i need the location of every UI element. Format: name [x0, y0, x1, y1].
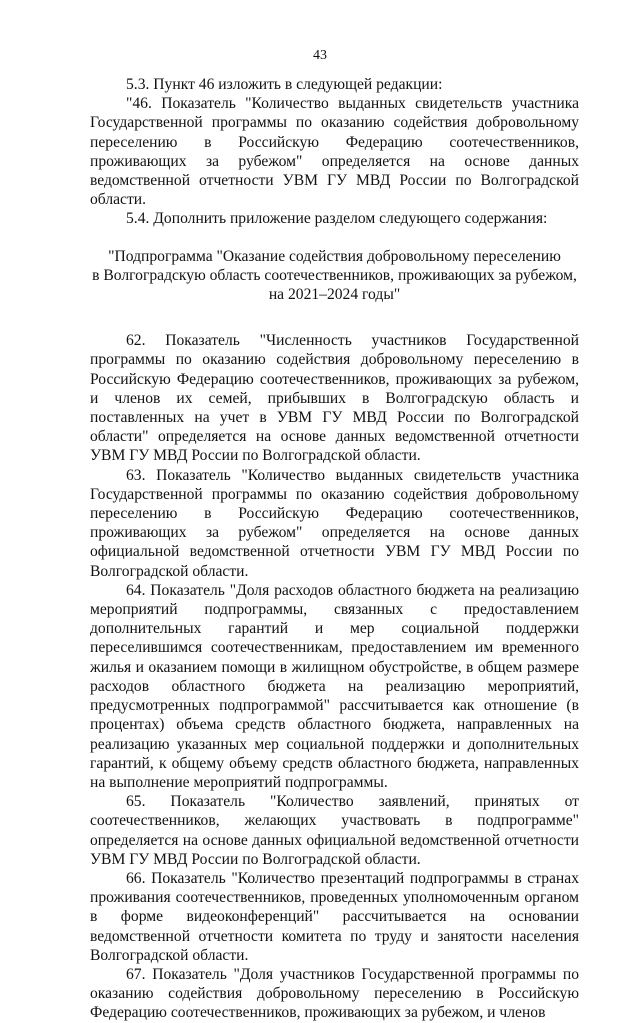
paragraph-66: 66. Показатель "Количество презентаций подпрограммы в странах проживания соотечественников, проведенных уполномоченным органом в форме видеоконференций" рассчитывается на основании ведомственной отчетности комитета по труду и занятости населения Волгоградской области.	[90, 869, 579, 964]
section-heading	[90, 247, 579, 305]
paragraph-63: 63. Показатель "Количество выданных свидетельств участника Государственной программы по оказанию содействия добровольному переселению в Российскую Федерацию соотечественников, проживающих за рубежом" определяется на основе данных официальной ведомственной отчетности УВМ ГУ МВД России по Волгоградской области.	[90, 466, 579, 580]
paragraph-46: "46. Показатель "Количество выданных свидетельств участника Государственной программы по оказанию содействия добровольному переселению в Российскую Федерацию соотечественников, проживающих за рубежом" определяется на основе данных ведомственной отчетности УВМ ГУ МВД России по Волгоградской области.	[90, 95, 579, 209]
paragraph-65: 65. Показатель "Количество заявлений, принятых от соотечественников, желающих участвовать в подпрограмме" определяется на основе данных официальной ведомственной отчетности УВМ ГУ МВД России по Волгоградской области.	[90, 793, 579, 868]
heading-line: на 2021–2024 годы"	[268, 286, 401, 304]
paragraph-67: 67. Показатель "Доля участников Государственной программы по оказанию содействия добровольному переселению в Российскую Федерацию соотечественников, проживающих за рубежом, и членов	[90, 965, 579, 1022]
paragraph-64: 64. Показатель "Доля расходов областного бюджета на реализацию мероприятий подпрограммы, связанных с предоставлением дополнительных гарантий и мер социальной поддержки переселившимся соотечественникам, предоставлением им временного жилья и оказанием помощи в жилищном обустройстве, в общем размере расходов областного бюджета на реализацию мероприятий, предусмотренных подпрограммой" рассчитывается как отношение (в процентах) объема средств областного бюджета, направленных на реализацию указанных мер социальной поддержки и дополнительных гарантий, к общему объему средств областного бюджета, направленных на выполнение мероприятий подпрограммы.	[90, 581, 579, 791]
heading-line: в Волгоградскую область соотечественников, проживающих за рубежом,	[92, 266, 577, 284]
page-number: 43	[313, 48, 327, 63]
paragraph-5-3: 5.3. Пункт 46 изложить в следующей редакции:	[126, 76, 443, 93]
heading-line: "Подпрограмма "Оказание содействия добровольному переселению	[108, 247, 561, 265]
document-body	[90, 75, 579, 1023]
paragraph-5-4: 5.4. Дополнить приложение разделом следующего содержания:	[126, 210, 548, 228]
paragraph-62: 62. Показатель "Численность участников Государственной программы по оказанию содействия добровольному переселению в Российскую Федерацию соотечественников, проживающих за рубежом, и членов их семей, прибывших в Волгоградскую область и поставленных на учет в УВМ ГУ МВД России по Волгоградской области" определяется на основе данных ведомственной отчетности УВМ ГУ МВД России по Волгоградской области.	[90, 332, 579, 465]
